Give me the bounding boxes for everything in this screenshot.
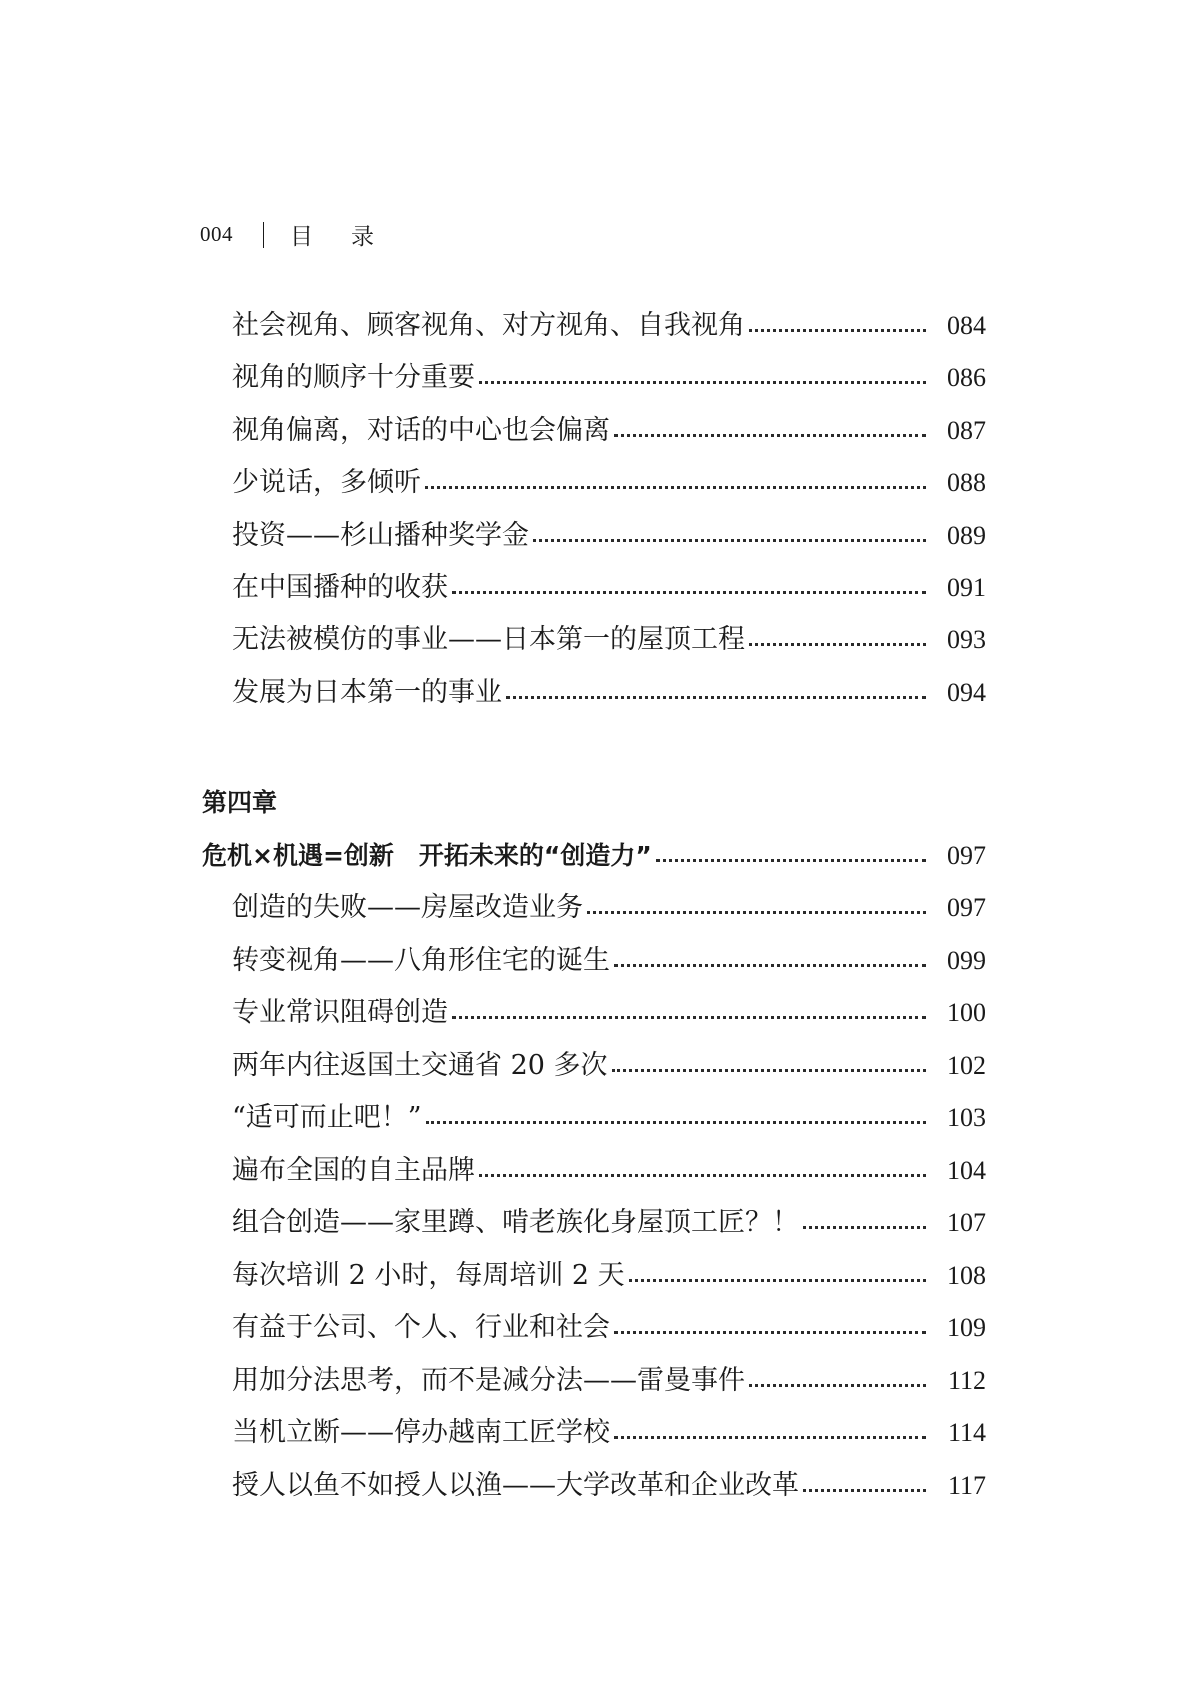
dot-leader — [425, 485, 926, 489]
dot-leader — [452, 1015, 926, 1019]
toc-entry[interactable] — [232, 408, 986, 454]
toc-entry[interactable] — [232, 513, 986, 559]
header-title: 目录 — [290, 224, 412, 250]
toc-entry[interactable] — [232, 1043, 986, 1089]
toc-entry-page: 099 — [947, 946, 986, 975]
dot-leader — [614, 1435, 926, 1439]
toc-entry-page: 097 — [947, 893, 986, 922]
toc-entry-title: 用加分法思考，而不是减分法——雷曼事件 — [232, 1365, 745, 1396]
toc-entry[interactable] — [232, 1095, 986, 1141]
dot-leader — [426, 1120, 926, 1124]
toc-entry-title: 少说话，多倾听 — [232, 467, 421, 498]
toc-entry[interactable] — [232, 670, 986, 716]
toc-entry[interactable] — [232, 1148, 986, 1194]
dot-leader — [803, 1488, 926, 1492]
chapter-main-entry[interactable] — [202, 833, 986, 879]
dot-leader — [479, 380, 926, 384]
dot-leader — [479, 1173, 926, 1177]
toc-entry[interactable] — [232, 1410, 986, 1456]
toc-entry-page: 100 — [947, 998, 986, 1027]
toc-entry-title: 投资——杉山播种奖学金 — [232, 520, 529, 551]
toc-entry-title: 当机立断——停办越南工匠学校 — [232, 1417, 610, 1448]
toc-entry-title: 两年内往返国土交通省 20 多次 — [232, 1050, 608, 1081]
dot-leader — [587, 910, 926, 914]
toc-entry[interactable] — [232, 938, 986, 984]
toc-entry-title: 在中国播种的收获 — [232, 572, 448, 603]
header-divider — [263, 222, 264, 248]
toc-entry-page: 104 — [947, 1156, 986, 1185]
toc-entry-page: 091 — [947, 573, 986, 602]
toc-entry-page: 114 — [947, 1418, 986, 1447]
toc-entry[interactable] — [232, 1358, 986, 1404]
dot-leader — [612, 1068, 926, 1072]
toc-entry-page: 088 — [947, 468, 986, 497]
dot-leader — [614, 433, 926, 437]
dot-leader — [749, 328, 926, 332]
dot-leader — [452, 590, 926, 594]
toc-entry[interactable] — [232, 1253, 986, 1299]
header-page-number: 004 — [200, 222, 233, 246]
toc-entry-title: 无法被模仿的事业——日本第一的屋顶工程 — [232, 624, 745, 655]
toc-entry-title: 遍布全国的自主品牌 — [232, 1155, 475, 1186]
dot-leader — [506, 695, 926, 699]
toc-entry[interactable] — [232, 460, 986, 506]
toc-entry-page: 084 — [947, 311, 986, 340]
toc-entry[interactable] — [232, 565, 986, 611]
toc-entry-title: 创造的失败——房屋改造业务 — [232, 892, 583, 923]
toc-entry[interactable] — [232, 1305, 986, 1351]
toc-entry[interactable] — [232, 355, 986, 401]
toc-entry-title: 授人以鱼不如授人以渔——大学改革和企业改革 — [232, 1470, 799, 1501]
toc-entry-page: 089 — [947, 521, 986, 550]
running-header — [200, 218, 412, 251]
toc-entry[interactable] — [232, 990, 986, 1036]
toc-entry-title: 社会视角、顾客视角、对方视角、自我视角 — [232, 310, 745, 341]
toc-entry-page: 102 — [947, 1051, 986, 1080]
toc-entry-title: 发展为日本第一的事业 — [232, 677, 502, 708]
dot-leader — [629, 1278, 926, 1282]
toc-entry-title: “适可而止吧！” — [232, 1102, 422, 1133]
toc-entry[interactable] — [232, 303, 986, 349]
toc-entry[interactable] — [232, 1463, 986, 1509]
toc-entry-title: 专业常识阻碍创造 — [232, 997, 448, 1028]
toc-entry-title: 视角的顺序十分重要 — [232, 362, 475, 393]
dot-leader — [749, 642, 926, 646]
toc-entry[interactable] — [232, 885, 986, 931]
chapter-main-page: 097 — [947, 841, 986, 870]
toc-entry[interactable] — [232, 617, 986, 663]
dot-leader — [803, 1225, 926, 1229]
toc-entry-page: 094 — [947, 678, 986, 707]
toc-entry-page: 109 — [947, 1313, 986, 1342]
dot-leader — [656, 858, 926, 862]
toc-entry-page: 108 — [947, 1261, 986, 1290]
toc-entry-title: 每次培训 2 小时，每周培训 2 天 — [232, 1260, 625, 1291]
toc-entry-page: 117 — [947, 1471, 986, 1500]
toc-entry-page: 112 — [947, 1366, 986, 1395]
toc-entry-page: 103 — [947, 1103, 986, 1132]
toc-entry-title: 视角偏离，对话的中心也会偏离 — [232, 415, 610, 446]
toc-entry-title: 转变视角——八角形住宅的诞生 — [232, 945, 610, 976]
chapter-main-title: 危机×机遇=创新 开拓未来的“创造力” — [202, 841, 652, 870]
dot-leader — [614, 963, 926, 967]
toc-entry-page: 087 — [947, 416, 986, 445]
dot-leader — [749, 1383, 926, 1387]
toc-entry-page: 086 — [947, 363, 986, 392]
dot-leader — [533, 538, 926, 542]
chapter-label: 第四章 — [202, 788, 278, 817]
toc-entry-title: 有益于公司、个人、行业和社会 — [232, 1312, 610, 1343]
toc-entry-title: 组合创造——家里蹲、啃老族化身屋顶工匠？！ — [232, 1207, 799, 1238]
toc-entry-page: 093 — [947, 625, 986, 654]
dot-leader — [614, 1330, 926, 1334]
toc-entry[interactable] — [232, 1200, 986, 1246]
toc-entry-page: 107 — [947, 1208, 986, 1237]
